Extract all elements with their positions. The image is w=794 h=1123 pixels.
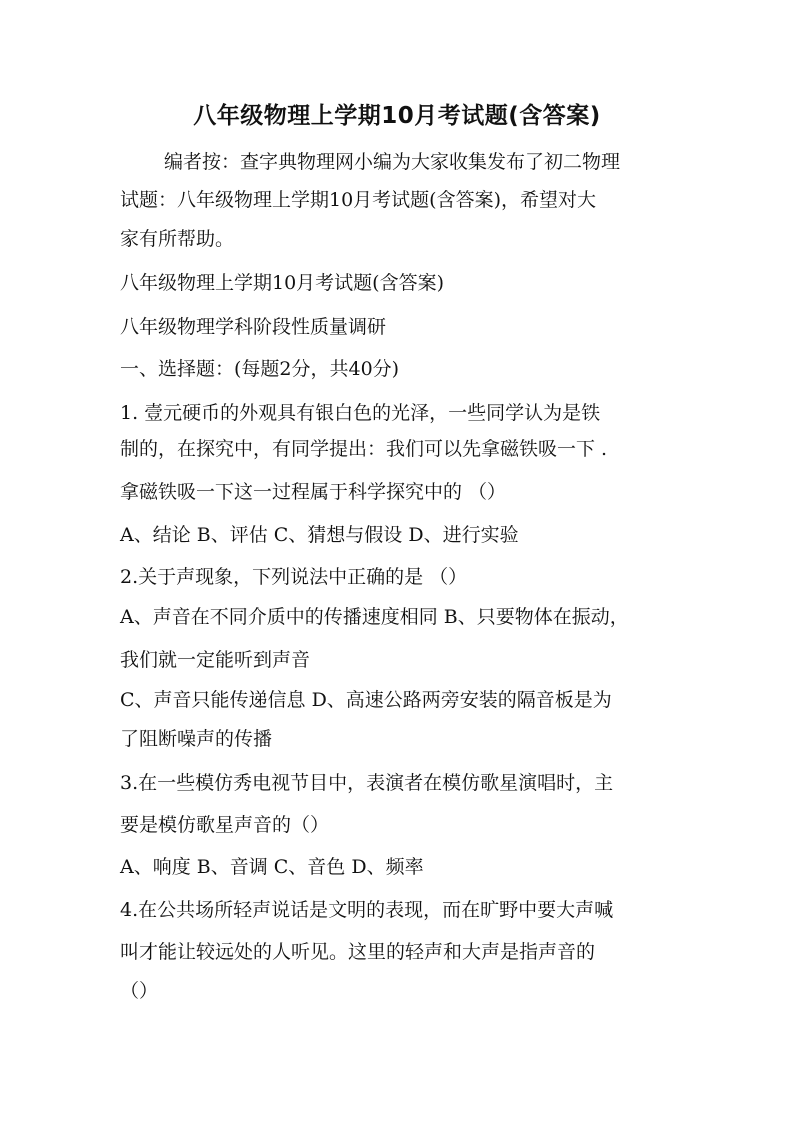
question-3-line-2: 要是模仿歌星声音的（） <box>120 814 330 836</box>
question-1-line-2: 制的，在探究中，有同学提出：我们可以先拿磁铁吸一下 . <box>120 438 608 460</box>
question-2-line-1: 2.关于声现象，下列说法中正确的是 （） <box>120 566 468 588</box>
question-2-options-line-1: A、声音在不同介质中的传播速度相同 B、只要物体在振动， <box>120 606 629 628</box>
question-3-options: A、响度 B、音调 C、音色 D、频率 <box>120 856 424 878</box>
question-1-line-1: 1. 壹元硬币的外观具有银白色的光泽，一些同学认为是铁 <box>120 402 601 424</box>
exam-subtitle-line: 八年级物理学科阶段性质量调研 <box>120 316 387 338</box>
question-4-line-1: 4.在公共场所轻声说话是文明的表现，而在旷野中要大声喊 <box>120 899 614 921</box>
section-heading: 一、选择题：(每题2分，共40分) <box>120 358 400 380</box>
document-title: 八年级物理上学期10月考试题(含答案) <box>193 103 601 129</box>
question-4-line-2: 叫才能让较远处的人听见。这里的轻声和大声是指声音的 <box>120 941 596 963</box>
question-2-options-line-3: C、声音只能传递信息 D、高速公路两旁安装的隔音板是为 <box>120 689 612 711</box>
question-3-line-1: 3.在一些模仿秀电视节目中，表演者在模仿歌星演唱时，主 <box>120 772 614 794</box>
intro-line-1: 编者按：查字典物理网小编为大家收集发布了初二物理 <box>164 151 621 173</box>
question-1-line-3: 拿磁铁吸一下这一过程属于科学探究中的 （） <box>120 481 507 503</box>
question-4-line-3: （） <box>120 980 159 1002</box>
intro-line-3: 家有所帮助。 <box>120 228 235 250</box>
intro-line-2: 试题：八年级物理上学期10月考试题(含答案)，希望对大 <box>120 189 597 211</box>
question-2-options-line-2: 我们就一定能听到声音 <box>120 649 311 671</box>
exam-title-line: 八年级物理上学期10月考试题(含答案) <box>120 272 445 294</box>
question-2-options-line-4: 了阻断噪声的传播 <box>120 728 273 750</box>
question-1-options: A、结论 B、评估 C、猜想与假设 D、进行实验 <box>120 524 519 546</box>
